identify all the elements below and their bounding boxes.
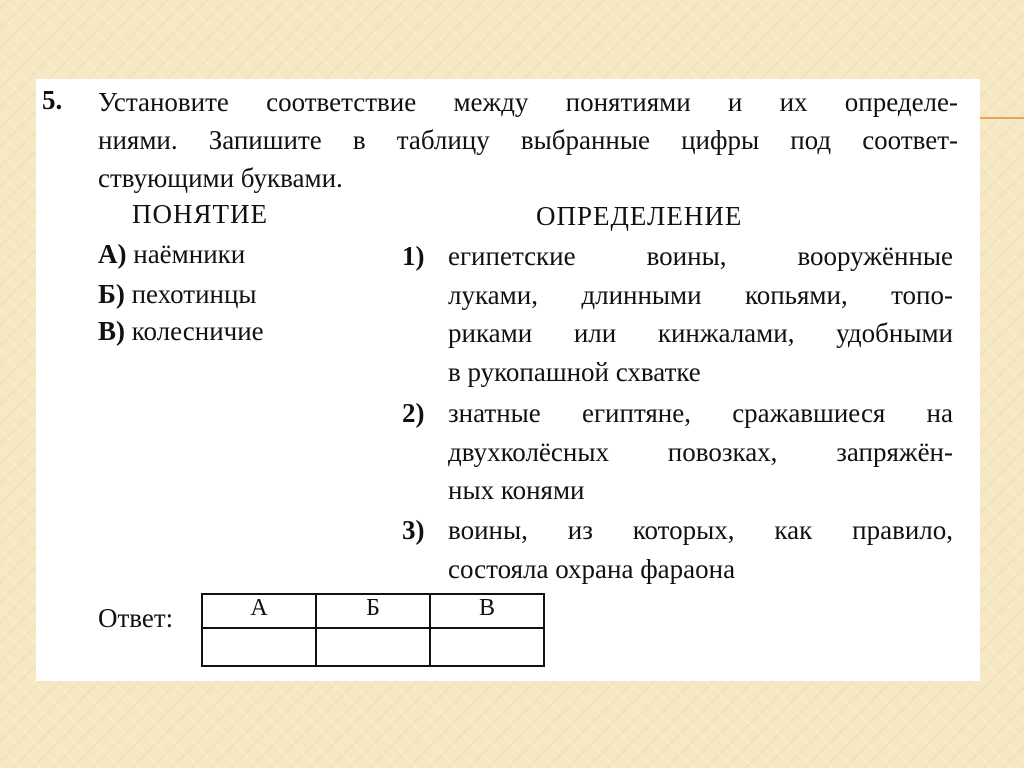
answer-cell-v[interactable] <box>430 628 544 666</box>
definition-item-2 <box>402 394 953 510</box>
definition-line: риками или кинжалами, удобными <box>448 318 953 348</box>
answer-label: Ответ: <box>98 603 174 633</box>
concept-label: Б) <box>98 279 125 309</box>
definition-line: в рукопашной схватке <box>448 356 701 387</box>
definition-header: ОПРЕДЕЛЕНИЕ <box>536 201 743 231</box>
definition-label: 3) <box>402 515 425 545</box>
task-line: ниями. Запишите в таблицу выбранные цифры под соответ- <box>98 125 958 155</box>
concept-item-v <box>98 316 264 347</box>
answer-column-v: В <box>430 594 544 628</box>
concept-header: ПОНЯТИЕ <box>132 199 268 229</box>
answer-header-row <box>202 594 544 628</box>
definition-label: 1) <box>402 241 425 271</box>
answer-cell-b[interactable] <box>316 628 430 666</box>
task-number: 5. <box>42 85 63 115</box>
answer-value-row <box>202 628 544 666</box>
task-line: ствующими буквами. <box>98 163 343 193</box>
definition-item-3 <box>402 511 953 588</box>
answer-cell-a[interactable] <box>202 628 316 666</box>
definition-line: двухколёсных повозках, запряжён- <box>448 436 953 467</box>
concept-item-a <box>98 239 245 270</box>
definition-line: состояла охрана фараона <box>448 553 736 584</box>
definition-line: воины, из которых, как правило, <box>448 515 953 545</box>
task-instructions <box>98 83 958 197</box>
definition-label: 2) <box>402 398 425 428</box>
definition-line: египетские воины, вооружённые <box>448 241 953 271</box>
task-sheet <box>36 79 980 681</box>
concept-item-b <box>98 279 257 310</box>
answer-table <box>201 593 545 667</box>
answer-column-b: Б <box>316 594 430 628</box>
task-line: Установите соответствие между понятиями и их определе- <box>98 87 958 117</box>
definition-item-1 <box>402 237 953 391</box>
definition-line: ных конями <box>448 475 585 505</box>
decorative-accent-line <box>980 117 1024 119</box>
concept-label: А) <box>98 239 127 269</box>
definition-line: луками, длинными копьями, топо- <box>448 279 953 310</box>
concept-text: пехотинцы <box>131 279 257 309</box>
concept-label: В) <box>98 316 125 346</box>
answer-column-a: А <box>202 594 316 628</box>
definition-line: знатные египтяне, сражавшиеся на <box>448 398 953 428</box>
concept-text: наёмники <box>133 239 246 269</box>
concept-text: колесничие <box>131 316 264 346</box>
